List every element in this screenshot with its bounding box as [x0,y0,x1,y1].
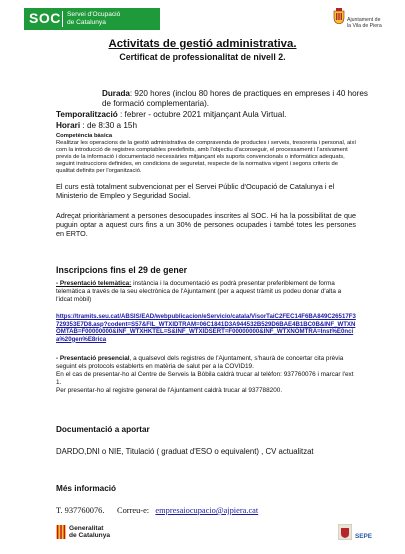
inscripcions-heading: Inscripcions fins el 29 de gener [56,265,188,275]
sepe-logo [338,524,388,548]
sepe-label: SEPE [355,533,373,540]
contact-email-label: Correu-e: [117,506,150,515]
presentacio-telematica-paragraph [56,280,356,304]
ajuntament-name [347,17,382,29]
presentacio-presencial-bobila: En el cas de presentar-ho al Centre de Serveis la Bòbila caldrà trucar al telèfon: 937760076 i marcar l'ext 1. [56,371,354,386]
durada-paragraph [102,89,370,109]
presentacio-telematica-text: instància i la documentació es podrà presentar preferiblement de forma telemàtica a través de la seu electrònica de l'Ajuntament (per a aquest tràmit us podeu donar d'alta a l'idcat mòbil) [56,280,342,303]
generalitat-flag-icon [56,525,66,539]
presentacio-telematica-label: - Presentació telemàtica: [56,280,132,287]
contact-line [56,506,258,515]
coat-of-arms-icon [333,8,345,24]
page-subtitle: Certificat de professionalitat de nivell 2. [119,52,286,62]
mes-informacio-heading: Més informació [56,484,117,493]
presentacio-presencial-label: - Presentació presencial [56,355,130,362]
documentacio-text: DARDO,DNI o NIE, Titulació ( graduat d'ESO o equivalent) , CV actualitzat [56,447,314,456]
temporalitzacio-label: Temporalització [56,110,118,119]
durada-text: : 920 hores (inclou 80 hores de practiques en empreses i 40 hores de formació complementaria). [102,89,368,108]
soc-logo-banner [24,8,160,30]
horari-line [56,121,137,130]
generalitat-name [69,525,110,539]
generalitat-logo [56,524,126,546]
sepe-emblem-icon [338,524,352,540]
horari-text: : de 8:30 a 15h [80,121,138,130]
curs-paragraph: El curs està totalment subvencionat per el Servei Públic d'Ocupació de Catalunya i el Ministerio de Empleo y Seguridad Social. [56,182,335,200]
competencia-text: Realitzar les operacions de la gestió administrativa de compravenda de productes i serveis, tresoreria i personal, així com la introducció de registres comptables predefinits, amb l'objectiu d'aconseguir, el processament i l'arxivament previs de la informació i documentació necessàries mitjançant els suports convencionals o informàtics adequats, seguint instruccions definides, en condicions de seguretat, respecte de la normativa vigent i segons criteris de qualitat definits per l'organització. [56,140,356,174]
competencia-block [56,133,356,175]
generalitat-line2: de Catalunya [69,532,111,539]
temporalitzacio-text: : febrer - octubre 2021 mitjançant Aula Virtual. [117,110,287,119]
presentacio-presencial-paragraph [56,355,356,395]
contact-email-link[interactable]: empresaiocupacio@ajpiera.cat [155,506,259,515]
tramits-link[interactable]: https://tramits.seu.cat/ABSIS/EAD/webpublicacion/eServicio/catala/VisorTaiC2FEC14F6BA849C26517F3729353E7D8.asp?codent=S57&FIL_WTXIDTRAM=06C1841D3A944532B529D6BAE4B1BC0B&INF_WTXNOMTAB=F00000000&INF_WTXHKTEL=S&INF_WTXIDSERT=F00000000&INF_WTXNOMTRA=Inst%E0ncia%20gen%E8rica [56,313,356,343]
ajuntament-line2: la Vila de Piera [347,23,382,29]
presentacio-presencial-registre: Per presentar-ho al registre general de l'Ajuntament caldrà trucar al 937788200. [56,387,283,394]
soc-name-line2: de Catalunya [67,19,106,26]
ajuntament-logo [325,8,395,34]
ajuntament-line1: Ajuntament de [347,17,381,23]
soc-logo: SOC [29,10,61,26]
page-title: Activitats de gestió administrativa. [108,38,297,50]
durada-label: Durada [102,89,130,98]
contact-phone: T. 937760076. [56,506,105,515]
presentacio-presencial-text: , a qualsevol dels registres de l'Ajuntament, s'haurà de concertar cita prèvia seguint els protocols establerts en matèria de salut per a la COVID19. [56,355,344,370]
temporalitzacio-line [56,110,286,119]
soc-name [67,11,120,27]
adrecat-paragraph: Adreçat prioritàriament a persones desocupades inscrites al SOC. Hi ha la possibilitat de que puguin optar a aquest curs fins a un 30% de persones ocupades i també totes les persones en ERTO. [56,211,356,238]
page-header [0,8,405,32]
horari-label: Horari [56,121,81,130]
soc-logo-divider [62,11,63,27]
documentacio-heading: Documentació a aportar [56,425,150,434]
competencia-heading: Competència bàsica [56,133,113,139]
generalitat-line1: Generalitat [69,525,104,532]
soc-name-line1: Servei d'Ocupació [67,11,121,18]
